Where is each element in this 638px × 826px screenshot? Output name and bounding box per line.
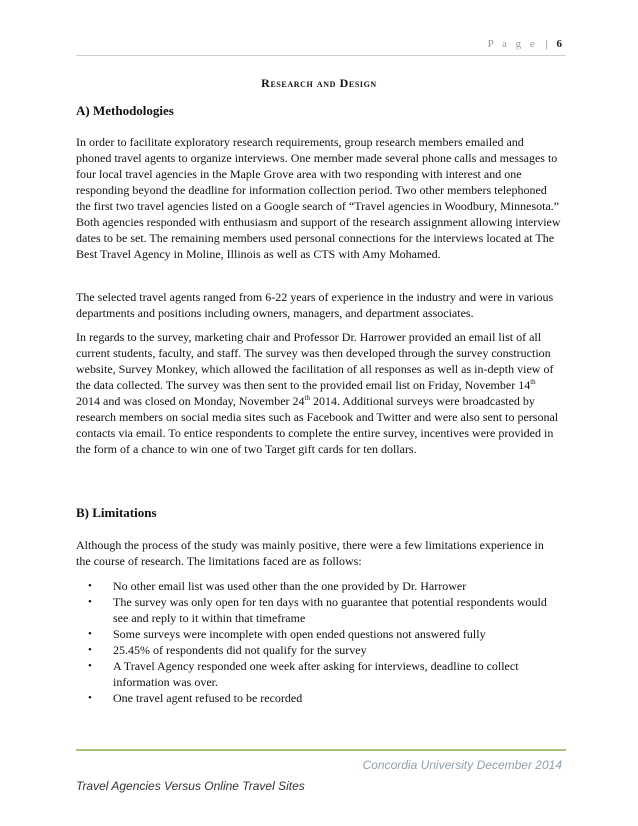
list-item (76, 658, 561, 690)
bullet-icon: • (88, 644, 92, 656)
list-item (76, 690, 561, 706)
list-item (76, 594, 561, 626)
page-number-header (488, 38, 562, 50)
bullet-icon: • (88, 628, 92, 640)
bullet-icon: • (88, 692, 92, 704)
limitations-list (76, 578, 561, 706)
bullet-icon: • (88, 580, 92, 592)
list-item-text: No other email list was used other than the one provided by Dr. Harrower (113, 579, 467, 593)
list-item (76, 578, 561, 594)
list-item-text: 25.45% of respondents did not qualify for the survey (113, 643, 367, 657)
bullet-icon: • (88, 596, 92, 608)
p3-part-b: 2014 and was closed on Monday, November 24 (76, 394, 305, 408)
list-item-text: A Travel Agency responded one week after asking for interviews, deadline to collect information was over. (113, 659, 519, 689)
p3-superscript-2: th (304, 394, 310, 402)
p3-part-c: 2014. Additional surveys were broadcasted by research members on social media sites such as Facebook and Twitter and were also sent to personal contacts via email. To entice respondents to complete the entire survey, incentives were provided in the form of a chance to win one of two Target gift cards for ten dollars. (76, 394, 559, 456)
list-item-text: One travel agent refused to be recorded (113, 691, 303, 705)
footer-rule (76, 749, 566, 751)
page-number: 6 (556, 38, 562, 50)
footer-document-title: Travel Agencies Versus Online Travel Sites (76, 779, 305, 793)
footer-institution: Concordia University December 2014 (362, 758, 562, 772)
list-item-text: The survey was only open for ten days with no guarantee that potential respondents would see and reply to it within that timeframe (113, 595, 547, 625)
p3-part-a: In regards to the survey, marketing chair and Professor Dr. Harrower provided an email list of all current students, faculty, and staff. The survey was then developed through the survey construction website, Survey Monkey, which allowed the facilitation of all responses as well as in-depth view of the data collected. The survey was then sent to the provided email list on Friday, November 14 (76, 330, 554, 392)
section-title: Research and Design (261, 76, 377, 90)
methodologies-heading: A) Methodologies (76, 103, 174, 118)
limitations-heading: B) Limitations (76, 505, 157, 520)
header-rule (76, 55, 566, 56)
methodologies-paragraph-1: In order to facilitate exploratory research requirements, group research members emailed and phoned travel agents to organize interviews. One member made several phone calls and messages to four local travel agencies in the Maple Grove area with two responding with interest and one responding beyond the deadline for information collection period. Two other members telephoned the first two travel agencies listed on a Google search of “Travel agencies in Woodbury, Minnesota.” Both agencies responded with enthusiasm and support of the research assignment allowing interview dates to be set. The remaining members used personal connections for the interviews located at The Best Travel Agency in Moline, Illinois as well as CTS with Amy Mohamed. (76, 135, 561, 261)
limitations-intro: Although the process of the study was mainly positive, there were a few limitations experience in the course of research. The limitations faced are as follows: (76, 538, 544, 568)
bullet-icon: • (88, 660, 92, 672)
methodologies-paragraph-2: The selected travel agents ranged from 6-22 years of experience in the industry and were in various departments and positions including owners, managers, and department associates. (76, 290, 554, 320)
list-item-text: Some surveys were incomplete with open ended questions not answered fully (113, 627, 486, 641)
list-item (76, 626, 561, 642)
page-separator: | (545, 38, 551, 50)
list-item (76, 642, 561, 658)
p3-superscript-1: th (530, 378, 536, 386)
methodologies-paragraph-3 (76, 329, 561, 457)
page-label: P a g e (487, 38, 538, 50)
